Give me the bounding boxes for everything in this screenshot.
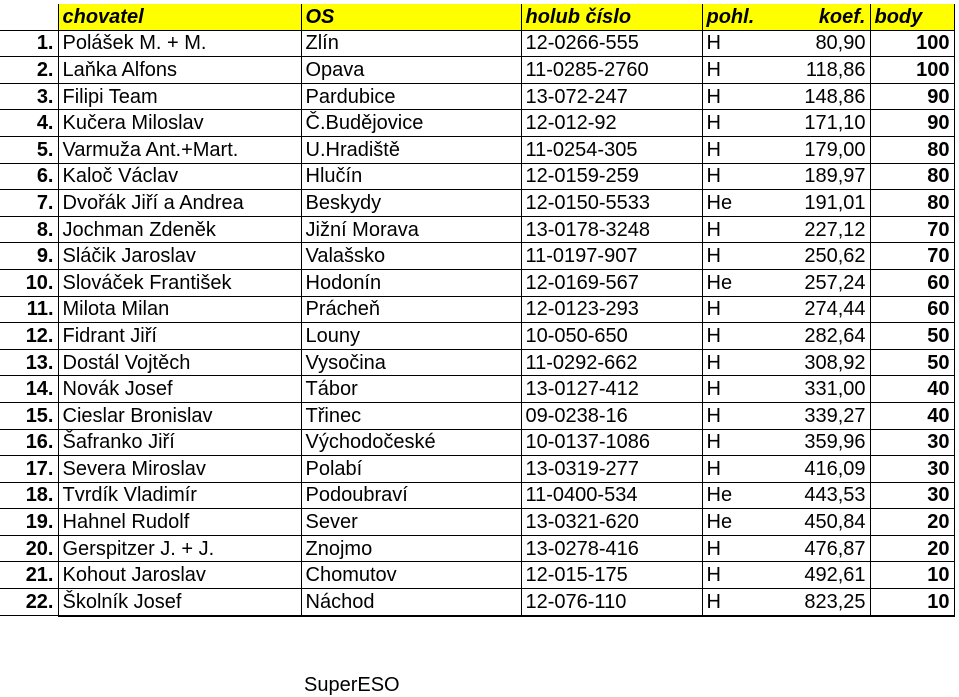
row-region: Opava bbox=[301, 57, 521, 84]
row-points: 80 bbox=[870, 136, 954, 163]
table-row bbox=[0, 562, 954, 589]
header-region: OS bbox=[301, 4, 521, 30]
row-ring: 11-0285-2760 bbox=[521, 57, 702, 84]
row-ring: 12-076-110 bbox=[521, 589, 702, 616]
row-owner: Dostál Vojtěch bbox=[58, 349, 301, 376]
row-coef: 359,96 bbox=[793, 429, 870, 456]
row-region: Valašsko bbox=[301, 243, 521, 270]
row-points: 90 bbox=[870, 110, 954, 137]
row-ring: 09-0238-16 bbox=[521, 402, 702, 429]
row-rank: 4. bbox=[0, 110, 58, 137]
row-rank: 13. bbox=[0, 349, 58, 376]
row-points: 80 bbox=[870, 163, 954, 190]
row-rank: 22. bbox=[0, 589, 58, 616]
row-points: 50 bbox=[870, 323, 954, 350]
row-points: 30 bbox=[870, 482, 954, 509]
results-table bbox=[0, 4, 955, 617]
header-sex: pohl. bbox=[702, 4, 793, 30]
row-ring: 10-0137-1086 bbox=[521, 429, 702, 456]
row-owner: Milota Milan bbox=[58, 296, 301, 323]
row-points: 40 bbox=[870, 402, 954, 429]
row-owner: Kučera Miloslav bbox=[58, 110, 301, 137]
table-row bbox=[0, 216, 954, 243]
row-region: Prácheň bbox=[301, 296, 521, 323]
row-points: 90 bbox=[870, 83, 954, 110]
row-rank: 17. bbox=[0, 456, 58, 483]
row-ring: 12-0266-555 bbox=[521, 30, 702, 57]
row-sex: H bbox=[702, 243, 793, 270]
table-row bbox=[0, 323, 954, 350]
row-coef: 179,00 bbox=[793, 136, 870, 163]
row-region: Hlučín bbox=[301, 163, 521, 190]
row-ring: 13-0178-3248 bbox=[521, 216, 702, 243]
row-ring: 13-0321-620 bbox=[521, 509, 702, 536]
row-sex: He bbox=[702, 482, 793, 509]
row-sex: He bbox=[702, 509, 793, 536]
row-region: Polabí bbox=[301, 456, 521, 483]
row-region: Třinec bbox=[301, 402, 521, 429]
row-sex: H bbox=[702, 535, 793, 562]
row-coef: 339,27 bbox=[793, 402, 870, 429]
table-row bbox=[0, 243, 954, 270]
row-ring: 13-072-247 bbox=[521, 83, 702, 110]
row-owner: Sláčik Jaroslav bbox=[58, 243, 301, 270]
row-rank: 16. bbox=[0, 429, 58, 456]
row-sex: He bbox=[702, 269, 793, 296]
row-coef: 282,64 bbox=[793, 323, 870, 350]
row-sex: H bbox=[702, 323, 793, 350]
row-region: Hodonín bbox=[301, 269, 521, 296]
table-row bbox=[0, 429, 954, 456]
row-coef: 416,09 bbox=[793, 456, 870, 483]
row-rank: 11. bbox=[0, 296, 58, 323]
row-sex: H bbox=[702, 216, 793, 243]
table-row bbox=[0, 349, 954, 376]
row-ring: 11-0254-305 bbox=[521, 136, 702, 163]
row-ring: 11-0197-907 bbox=[521, 243, 702, 270]
row-coef: 823,25 bbox=[793, 589, 870, 616]
table-row bbox=[0, 30, 954, 57]
row-owner: Slováček František bbox=[58, 269, 301, 296]
row-coef: 476,87 bbox=[793, 535, 870, 562]
row-rank: 8. bbox=[0, 216, 58, 243]
row-owner: Školník Josef bbox=[58, 589, 301, 616]
row-owner: Filipi Team bbox=[58, 83, 301, 110]
row-points: 20 bbox=[870, 509, 954, 536]
row-owner: Tvrdík Vladimír bbox=[58, 482, 301, 509]
row-rank: 10. bbox=[0, 269, 58, 296]
table-row bbox=[0, 269, 954, 296]
row-rank: 15. bbox=[0, 402, 58, 429]
row-coef: 118,86 bbox=[793, 57, 870, 84]
row-region: Tábor bbox=[301, 376, 521, 403]
table-row bbox=[0, 456, 954, 483]
row-region: Východočeské bbox=[301, 429, 521, 456]
header-rank bbox=[0, 4, 58, 30]
row-sex: H bbox=[702, 30, 793, 57]
row-rank: 7. bbox=[0, 190, 58, 217]
row-points: 70 bbox=[870, 216, 954, 243]
table-row bbox=[0, 83, 954, 110]
row-owner: Varmuža Ant.+Mart. bbox=[58, 136, 301, 163]
row-region: Beskydy bbox=[301, 190, 521, 217]
header-ring: holub číslo bbox=[521, 4, 702, 30]
row-ring: 13-0319-277 bbox=[521, 456, 702, 483]
row-coef: 171,10 bbox=[793, 110, 870, 137]
row-ring: 12-0123-293 bbox=[521, 296, 702, 323]
row-points: 100 bbox=[870, 30, 954, 57]
row-rank: 9. bbox=[0, 243, 58, 270]
row-sex: H bbox=[702, 376, 793, 403]
row-ring: 12-0150-5533 bbox=[521, 190, 702, 217]
table-row bbox=[0, 190, 954, 217]
row-rank: 19. bbox=[0, 509, 58, 536]
row-region: Pardubice bbox=[301, 83, 521, 110]
table-row bbox=[0, 136, 954, 163]
row-region: Louny bbox=[301, 323, 521, 350]
header-row bbox=[0, 4, 954, 30]
table-row bbox=[0, 163, 954, 190]
row-ring: 10-050-650 bbox=[521, 323, 702, 350]
row-rank: 20. bbox=[0, 535, 58, 562]
row-owner: Fidrant Jiří bbox=[58, 323, 301, 350]
row-coef: 148,86 bbox=[793, 83, 870, 110]
row-rank: 1. bbox=[0, 30, 58, 57]
table-row bbox=[0, 509, 954, 536]
row-owner: Kaloč Václav bbox=[58, 163, 301, 190]
row-region: Znojmo bbox=[301, 535, 521, 562]
row-ring: 12-015-175 bbox=[521, 562, 702, 589]
row-region: U.Hradiště bbox=[301, 136, 521, 163]
row-sex: H bbox=[702, 57, 793, 84]
row-rank: 5. bbox=[0, 136, 58, 163]
row-rank: 2. bbox=[0, 57, 58, 84]
table-row bbox=[0, 376, 954, 403]
table-row bbox=[0, 589, 954, 616]
row-rank: 3. bbox=[0, 83, 58, 110]
row-sex: H bbox=[702, 349, 793, 376]
row-points: 30 bbox=[870, 456, 954, 483]
row-owner: Cieslar Bronislav bbox=[58, 402, 301, 429]
row-sex: H bbox=[702, 110, 793, 137]
row-region: Náchod bbox=[301, 589, 521, 616]
row-owner: Šafranko Jiří bbox=[58, 429, 301, 456]
table-row bbox=[0, 535, 954, 562]
row-rank: 14. bbox=[0, 376, 58, 403]
row-coef: 443,53 bbox=[793, 482, 870, 509]
row-owner: Laňka Alfons bbox=[58, 57, 301, 84]
row-ring: 12-0159-259 bbox=[521, 163, 702, 190]
table-row bbox=[0, 296, 954, 323]
row-sex: H bbox=[702, 456, 793, 483]
row-coef: 274,44 bbox=[793, 296, 870, 323]
row-points: 20 bbox=[870, 535, 954, 562]
row-sex: H bbox=[702, 83, 793, 110]
row-sex: H bbox=[702, 136, 793, 163]
row-points: 100 bbox=[870, 57, 954, 84]
row-rank: 18. bbox=[0, 482, 58, 509]
row-points: 30 bbox=[870, 429, 954, 456]
table-row bbox=[0, 110, 954, 137]
row-sex: H bbox=[702, 429, 793, 456]
row-owner: Dvořák Jiří a Andrea bbox=[58, 190, 301, 217]
row-points: 70 bbox=[870, 243, 954, 270]
row-sex: H bbox=[702, 402, 793, 429]
row-owner: Gerspitzer J. + J. bbox=[58, 535, 301, 562]
row-points: 50 bbox=[870, 349, 954, 376]
row-coef: 492,61 bbox=[793, 562, 870, 589]
row-coef: 227,12 bbox=[793, 216, 870, 243]
row-coef: 331,00 bbox=[793, 376, 870, 403]
row-points: 60 bbox=[870, 269, 954, 296]
row-region: Č.Budějovice bbox=[301, 110, 521, 137]
row-ring: 13-0278-416 bbox=[521, 535, 702, 562]
row-ring: 12-0169-567 bbox=[521, 269, 702, 296]
row-ring: 11-0400-534 bbox=[521, 482, 702, 509]
row-sex: He bbox=[702, 190, 793, 217]
row-rank: 12. bbox=[0, 323, 58, 350]
row-coef: 257,24 bbox=[793, 269, 870, 296]
row-points: 40 bbox=[870, 376, 954, 403]
row-points: 10 bbox=[870, 562, 954, 589]
row-region: Zlín bbox=[301, 30, 521, 57]
row-sex: H bbox=[702, 589, 793, 616]
row-owner: Polášek M. + M. bbox=[58, 30, 301, 57]
row-sex: H bbox=[702, 163, 793, 190]
row-owner: Severa Miroslav bbox=[58, 456, 301, 483]
row-region: Chomutov bbox=[301, 562, 521, 589]
header-owner: chovatel bbox=[58, 4, 301, 30]
row-coef: 80,90 bbox=[793, 30, 870, 57]
row-region: Sever bbox=[301, 509, 521, 536]
row-coef: 308,92 bbox=[793, 349, 870, 376]
row-coef: 250,62 bbox=[793, 243, 870, 270]
row-region: Podoubraví bbox=[301, 482, 521, 509]
row-rank: 21. bbox=[0, 562, 58, 589]
row-points: 80 bbox=[870, 190, 954, 217]
table-row bbox=[0, 402, 954, 429]
row-sex: H bbox=[702, 562, 793, 589]
header-coef: koef. bbox=[793, 4, 870, 30]
row-coef: 189,97 bbox=[793, 163, 870, 190]
row-ring: 11-0292-662 bbox=[521, 349, 702, 376]
table-row bbox=[0, 482, 954, 509]
row-rank: 6. bbox=[0, 163, 58, 190]
header-points: body bbox=[870, 4, 954, 30]
footer-label: SuperESO bbox=[304, 674, 400, 696]
row-region: Jižní Morava bbox=[301, 216, 521, 243]
row-owner: Jochman Zdeněk bbox=[58, 216, 301, 243]
row-points: 10 bbox=[870, 589, 954, 616]
row-ring: 12-012-92 bbox=[521, 110, 702, 137]
row-coef: 450,84 bbox=[793, 509, 870, 536]
row-owner: Hahnel Rudolf bbox=[58, 509, 301, 536]
row-sex: H bbox=[702, 296, 793, 323]
row-ring: 13-0127-412 bbox=[521, 376, 702, 403]
row-coef: 191,01 bbox=[793, 190, 870, 217]
row-region: Vysočina bbox=[301, 349, 521, 376]
row-owner: Novák Josef bbox=[58, 376, 301, 403]
row-owner: Kohout Jaroslav bbox=[58, 562, 301, 589]
table-row bbox=[0, 57, 954, 84]
row-points: 60 bbox=[870, 296, 954, 323]
